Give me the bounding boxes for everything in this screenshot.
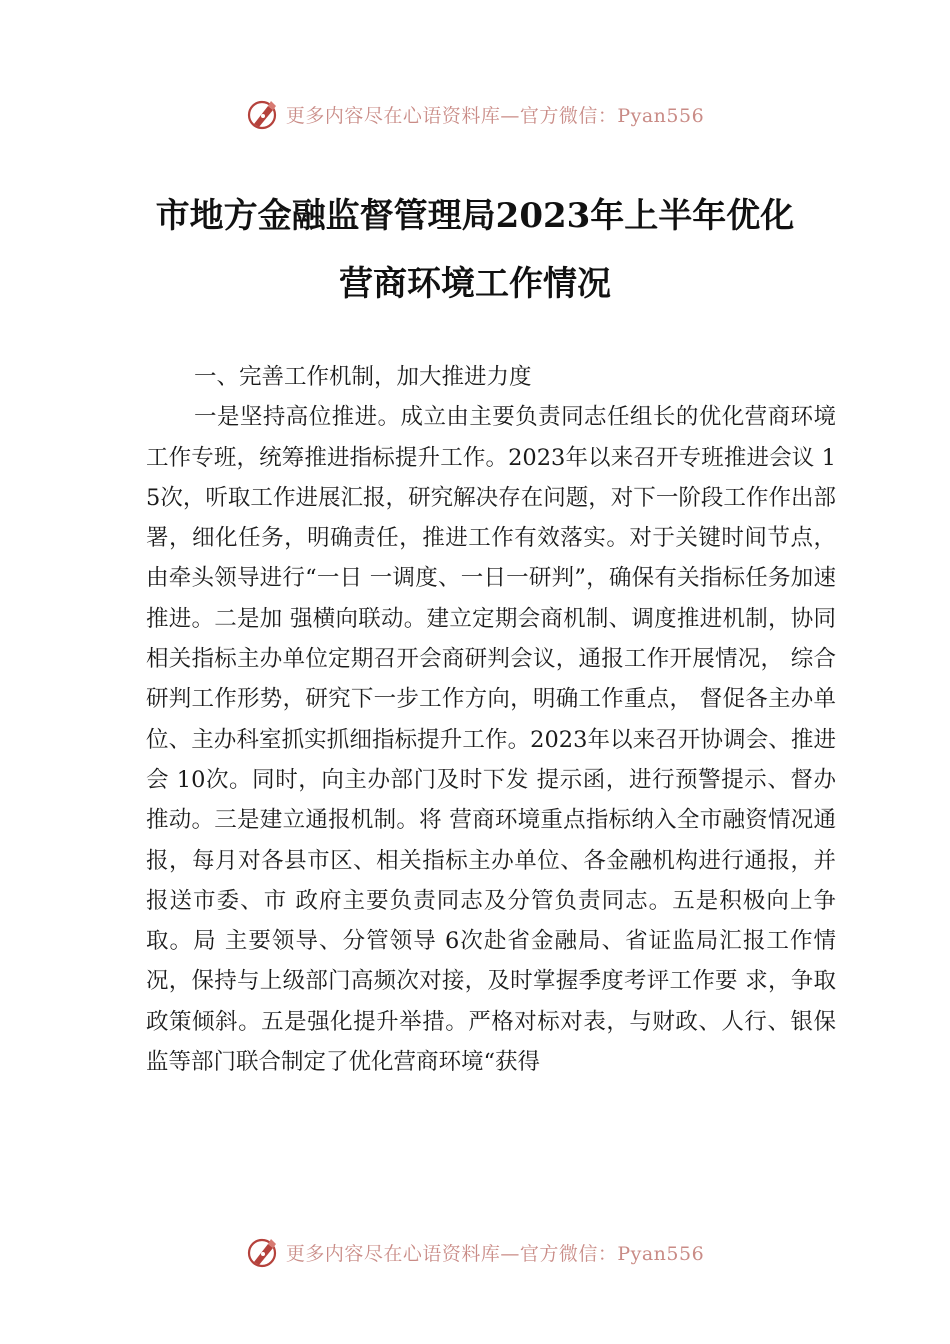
watermark-text: 更多内容尽在心语资料库—官方微信：Pyan556 — [285, 1242, 705, 1265]
pen-nib-logo-icon — [246, 1235, 280, 1269]
watermark-header — [0, 94, 950, 134]
pen-nib-logo-icon — [246, 97, 280, 131]
section-heading: 一、完善工作机制，加大推进力度 — [194, 364, 532, 390]
watermark-footer — [0, 1232, 950, 1272]
document-title-line-1: 市地方金融监督管理局2023年上半年优化 — [155, 196, 795, 236]
document-body — [146, 357, 836, 1082]
section-paragraph: 一是坚持高位推进。成立由主要负责同志任组长的优化营商环境工作专班，统筹推进指标提升工作。2023年以来召开专班推进会议 15次，听取工作进展汇报，研究解决存在问题，对下一阶段工作作出部署，细化任务，明确责任，推进工作有效落实。对于关键时间节点，由牵头领导进行“一日 一调度、一日一研判”，确保有关指标任务加速推进。二是加 强横向联动。建立定期会商机制、调度推进机制，协同相关指标主办单位定期召开会商研判会议，通报工作开展情况， 综合研判工作形势，研究下一步工作方向，明确工作重点， 督促各主办单位、主办科室抓实抓细指标提升工作。2023年以来召开协调会、推进会 10次。同时，向主办部门及时下发 提示函，进行预警提示、督办推动。三是建立通报机制。将 营商环境重点指标纳入全市融资情况通报，每月对各县市区、相关指标主办单位、各金融机构进行通报，并报送市委、市 政府主要负责同志及分管负责同志。五是积极向上争取。局 主要领导、分管领导 6次赴省金融局、省证监局汇报工作情况，保持与上级部门高频次对接，及时掌握季度考评工作要 求，争取政策倾斜。五是强化提升举措。严格对标对表，与财政、人行、银保监等部门联合制定了优化营商环境“获得 — [146, 404, 836, 1076]
watermark-text: 更多内容尽在心语资料库—官方微信：Pyan556 — [285, 104, 705, 127]
document-title-line-2: 营商环境工作情况 — [339, 264, 611, 304]
